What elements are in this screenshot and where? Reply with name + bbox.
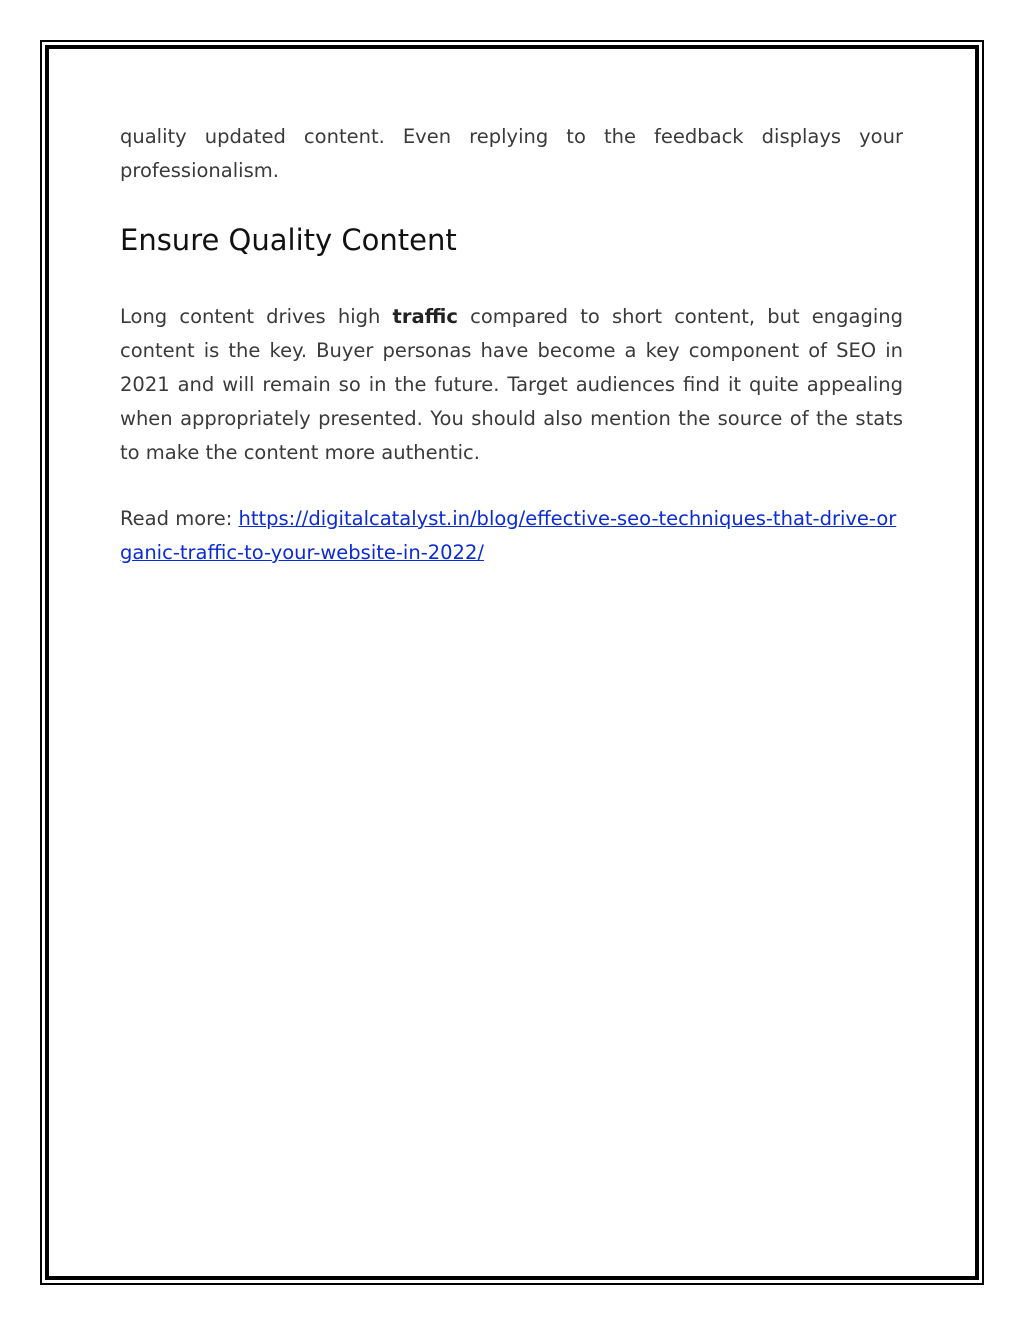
document-content	[120, 120, 903, 590]
read-more-link[interactable]: https://digitalcatalyst.in/blog/effective-seo-techniques-that-drive-organic-traffic-to-your-website-in-2022/	[120, 507, 897, 564]
read-more-label: Read more:	[120, 507, 239, 530]
traffic-keyword: traffic	[392, 305, 458, 328]
section-heading: Ensure Quality Content	[120, 223, 457, 257]
intro-paragraph: quality updated content. Even replying to the feedback displays your professionalism.	[120, 125, 903, 182]
section-paragraph-start: Long content drives high	[120, 305, 393, 328]
section-paragraph-end: compared to short content, but engaging content is the key. Buyer personas have become a key component of SEO in 2021 and will remain so in the future. Target audiences find it quite appealing when appropriately presented. You should also mention the source of the stats to make the content more authentic.	[120, 305, 903, 464]
read-more-line	[120, 502, 903, 570]
section-paragraph	[120, 300, 903, 470]
